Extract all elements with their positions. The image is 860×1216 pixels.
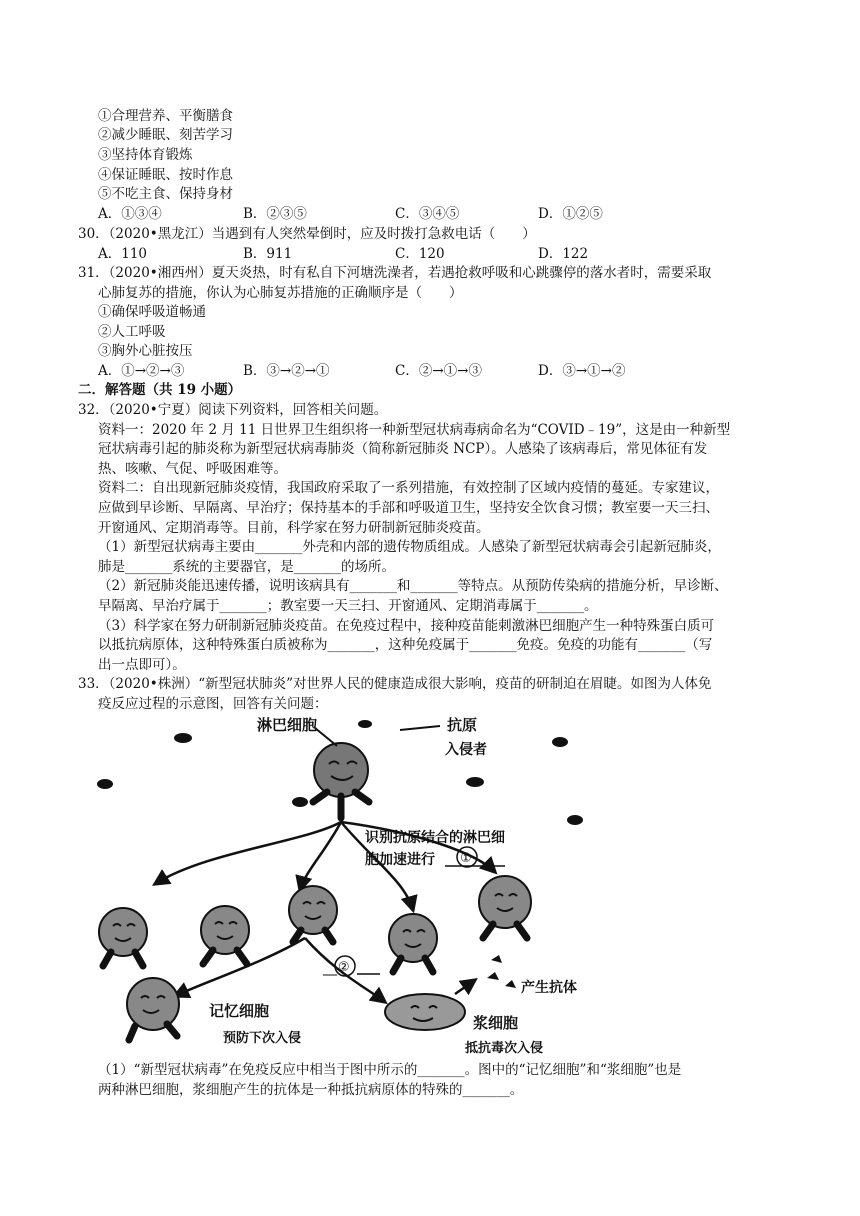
q33-sub1-line1: （1）“新型冠状病毒”在免疫反应中相当于图中所示的_______。图中的“记忆细胞”和“浆细胞”也是 <box>98 1062 682 1078</box>
lymph-cell-mid-4 <box>389 914 437 972</box>
q31-item-2: ②人工呼吸 <box>98 324 166 340</box>
q31-item-1: ①确保呼吸道畅通 <box>98 304 206 320</box>
q32-line: 资料二：自出现新冠肺炎疫情，我国政府采取了一系列措施，有效控制了区域内疫情的蔓延。专家建议， <box>98 480 719 496</box>
q30-option-a: A．110 <box>98 246 148 262</box>
lymph-cell-label: 淋巴细胞 <box>257 716 318 734</box>
antibody-label: 产生抗体 <box>521 980 577 996</box>
q29-item-2: ②减少睡眠、刻苦学习 <box>98 127 233 143</box>
q29-option-a: A．①③④ <box>98 206 162 222</box>
antibody-shapes <box>487 955 516 988</box>
q32-line: （3）科学家在努力研制新冠肺炎疫苗。在免疫过程中，接种疫苗能刺激淋巴细胞产生一种特殊蛋白质可 <box>98 618 715 634</box>
q30-option-c: C．120 <box>395 246 445 262</box>
section-header: 二．解答题（共 19 小题） <box>78 382 242 398</box>
plasma-note-label: 抵抗毒次入侵 <box>465 1041 544 1056</box>
plasma-cell-label: 浆细胞 <box>473 1014 519 1032</box>
antigen-label: 抗原 <box>447 716 478 734</box>
q32-line: 出一点即可）。 <box>98 657 186 673</box>
q31-item-3: ③胸外心脏按压 <box>98 343 193 359</box>
q32-line: （1）新型冠状病毒主要由_______外壳和内部的遗传物质组成。人感染了新型冠状病毒会引起新冠肺炎， <box>98 539 721 555</box>
q29-option-c: C．③④⑤ <box>395 206 460 222</box>
lymph-cell-mid-2 <box>201 906 249 964</box>
q32-line: 以抵抗病原体，这种特殊蛋白质被称为_______，这种免疫属于_______免疫。免疫的功能有_______（写 <box>98 637 713 653</box>
blank-1-label: ① <box>460 851 472 866</box>
q29-item-3: ③坚持体育锻炼 <box>98 147 193 163</box>
lymph-cell-top <box>313 743 369 818</box>
q29-item-4: ④保证睡眠、按时作息 <box>98 167 233 183</box>
q30-option-d: D．122 <box>538 246 589 262</box>
invader-label: 入侵者 <box>445 742 487 758</box>
blank-2-label: ② <box>338 960 350 975</box>
q32-stem: 32．（2020•宁夏）阅读下列资料，回答相关问题。 <box>78 402 388 418</box>
memory-cell-label: 记忆细胞 <box>209 1002 270 1020</box>
q32-line: 冠状病毒引起的肺炎称为新型冠状病毒肺炎（简称新冠肺炎 NCP）。人感染了该病毒后，常见体征有发 <box>98 441 708 457</box>
lymph-cell-mid-1 <box>99 908 147 966</box>
q29-option-b: B．②③⑤ <box>243 206 307 222</box>
q31-stem-1: 31．（2020•湘西州）夏天炎热，时有私自下河塘洗澡者，若遇抢救呼吸和心跳骤停的落水者时，需要采取 <box>78 265 712 281</box>
q32-line: 热、咳嗽、气促、呼吸困难等。 <box>98 461 287 477</box>
q31-option-c: C．②→①→③ <box>395 363 482 379</box>
q31-option-d: D．③→①→② <box>538 363 626 379</box>
q31-option-a: A．①→②→③ <box>98 363 185 379</box>
q29-option-d: D．①②⑤ <box>538 206 603 222</box>
q32-line: （2）新冠肺炎能迅速传播，说明该病具有_______和_______等特点。从预防传染病的措施分析，早诊断、 <box>98 578 728 594</box>
q32-line: 开窗通风、定期消毒等。目前，科学家在努力研制新冠肺炎疫苗。 <box>98 520 490 536</box>
q29-item-5: ⑤不吃主食、保持身材 <box>98 186 233 202</box>
q32-line: 资料一：2020 年 2 月 11 日世界卫生组织将一种新型冠状病毒病命名为“COVID﹣19”，这是由一种新型 <box>98 422 731 438</box>
lymph-cell-mid-5 <box>479 876 531 938</box>
q32-line: 早隔离、早治疗属于_______；教室要一天三扫、开窗通风、定期消毒属于_______。 <box>98 598 598 614</box>
lymph-cell-mid-3 <box>289 886 337 942</box>
q29-item-1: ①合理营养、平衡膳食 <box>98 108 233 124</box>
q32-line: 应做到早诊断、早隔离、早治疗；保持基本的手部和呼吸道卫生，坚持安全饮食习惯；教室要一天三扫、 <box>98 500 719 516</box>
immune-response-figure <box>95 712 615 1064</box>
q33-stem-2: 疫反应过程的示意图，回答有关问题： <box>98 696 328 712</box>
q31-stem-2: 心肺复苏的措施，你认为心肺复苏措施的正确顺序是（ ） <box>98 285 463 301</box>
memory-note-label: 预防下次入侵 <box>223 1031 302 1046</box>
q30-option-b: B．911 <box>243 246 293 262</box>
svg-text:__: __ <box>323 960 337 976</box>
q31-option-b: B．③→②→① <box>243 363 330 379</box>
plasma-cell <box>385 994 465 1030</box>
arrow-label-1: 识别抗原结合的淋巴细 <box>365 830 505 846</box>
q30-stem: 30．（2020•黑龙江）当遇到有人突然晕倒时，应及时拨打急救电话（ ） <box>78 226 536 242</box>
q32-line: 肺是_______系统的主要器官，是_______的场所。 <box>98 559 395 575</box>
memory-cell <box>127 978 179 1040</box>
q33-sub1-line2: 两种淋巴细胞，浆细胞产生的抗体是一种抵抗病原体的特殊的_______。 <box>98 1082 524 1098</box>
q33-stem-1: 33．（2020•株洲）“新型冠状肺炎”对世界人民的健康造成很大影响，疫苗的研制迫在眉睫。如图为人体免 <box>78 676 712 692</box>
arrow-label-2: 胞加速进行 <box>365 852 435 868</box>
